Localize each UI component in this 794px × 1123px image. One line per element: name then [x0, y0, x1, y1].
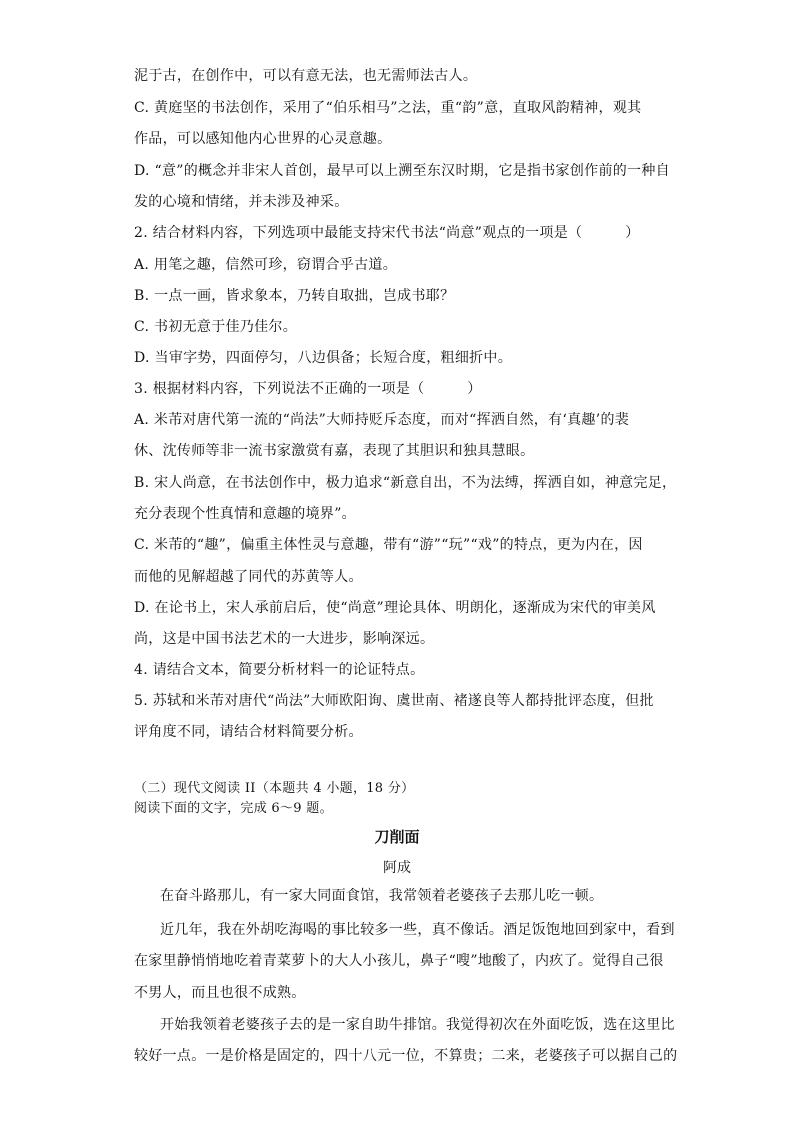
story-author: 阿成 [383, 860, 411, 876]
story-title: 刀削面 [374, 828, 420, 846]
paragraph-line: 不男人，而且也很不成熟。 [134, 985, 306, 1001]
text-line: 评角度不同，请结合材料简要分析。 [134, 724, 363, 740]
question-4: 4. 请结合文本，简要分析材料一的论证特点。 [134, 662, 425, 678]
paragraph-line: 开始我领着老婆孩子去的是一家自助牛排馆。我觉得初次在外面吃饭，选在这里比 [160, 1017, 675, 1033]
option-b-line: B. 一点一画，皆求象本，乃转自取拙，岂成书耶？ [134, 288, 455, 304]
paragraph-line: 近几年，我在外胡吃海喝的事比较多一些，真不像话。酒足饭饱地回到家中，看到 [160, 922, 675, 938]
question-5: 5. 苏轼和米芾对唐代“尚法”大师欧阳询、虞世南、褚遂良等人都持批评态度，但批 [134, 693, 654, 709]
text-line: 充分表现个性真情和意趣的境界”。 [134, 506, 356, 522]
text-line: 尚，这是中国书法艺术的一大进步，影响深远。 [134, 631, 435, 647]
question-2: 2. 结合材料内容，下列选项中最能支持宋代书法“尚意”观点的一项是（ ） [134, 225, 640, 241]
option-c-line: C. 米芾的“趣”，偏重主体性灵与意趣，带有“游”“玩”“戏”的特点，更为内在，因 [134, 537, 643, 553]
text-line: 作品，可以感知他内心世界的心灵意趣。 [134, 131, 392, 147]
text-line: 而他的见解超越了同代的苏黄等人。 [134, 569, 363, 585]
section-instruction: 阅读下面的文字，完成 6～9 题。 [134, 801, 333, 816]
section-heading: （二）现代文阅读 II（本题共 4 小题，18 分） [134, 781, 415, 796]
option-c-line: C. 书初无意于佳乃佳尔。 [134, 319, 298, 335]
option-a-line: A. 米芾对唐代第一流的“尚法”大师持贬斥态度，而对“挥洒自然，有‘真趣’的裴 [134, 412, 630, 428]
text-line: 发的心境和情绪，并未涉及神采。 [134, 194, 349, 210]
paragraph-line: 较好一点。一是价格是固定的，四十八元一位，不算贵；二来，老婆孩子可以据自己的 [134, 1048, 678, 1064]
option-a-line: A. 用笔之趣，信然可珍，窃谓合乎古道。 [134, 257, 398, 273]
option-d-line: D. “意”的概念并非宋人首创，最早可以上溯至东汉时期，它是指书家创作前的一种自 [134, 163, 670, 179]
option-c-line: C. 黄庭坚的书法创作，采用了“伯乐相马”之法，重“韵”意，直取风韵精神，观其 [134, 100, 642, 116]
question-3: 3. 根据材料内容，下列说法不正确的一项是（ ） [134, 381, 482, 397]
text-line: 泥于古，在创作中，可以有意无法，也无需师法古人。 [134, 68, 478, 84]
option-d-line: D. 在论书上，宋人承前启后，使“尚意”理论具体、明朗化，逐渐成为宋代的审美风 [134, 600, 656, 616]
option-d-line: D. 当审字势，四面停匀，八边俱备；长短合度，粗细折中。 [134, 350, 513, 366]
option-b-line: B. 宋人尚意，在书法创作中，极力追求“新意自出，不为法缚，挥洒自如，神意完足， [134, 475, 677, 491]
paragraph-line: 在奋斗路那儿，有一家大同面食馆，我常领着老婆孩子去那儿吃一顿。 [160, 888, 604, 904]
paragraph-line: 在家里静悄悄地吃着青菜萝卜的大人小孩儿，鼻子“嗖”地酸了，内疚了。觉得自己很 [134, 953, 664, 969]
text-line: 休、沈传师等非一流书家激赏有嘉，表现了其胆识和独具慧眼。 [134, 443, 535, 459]
